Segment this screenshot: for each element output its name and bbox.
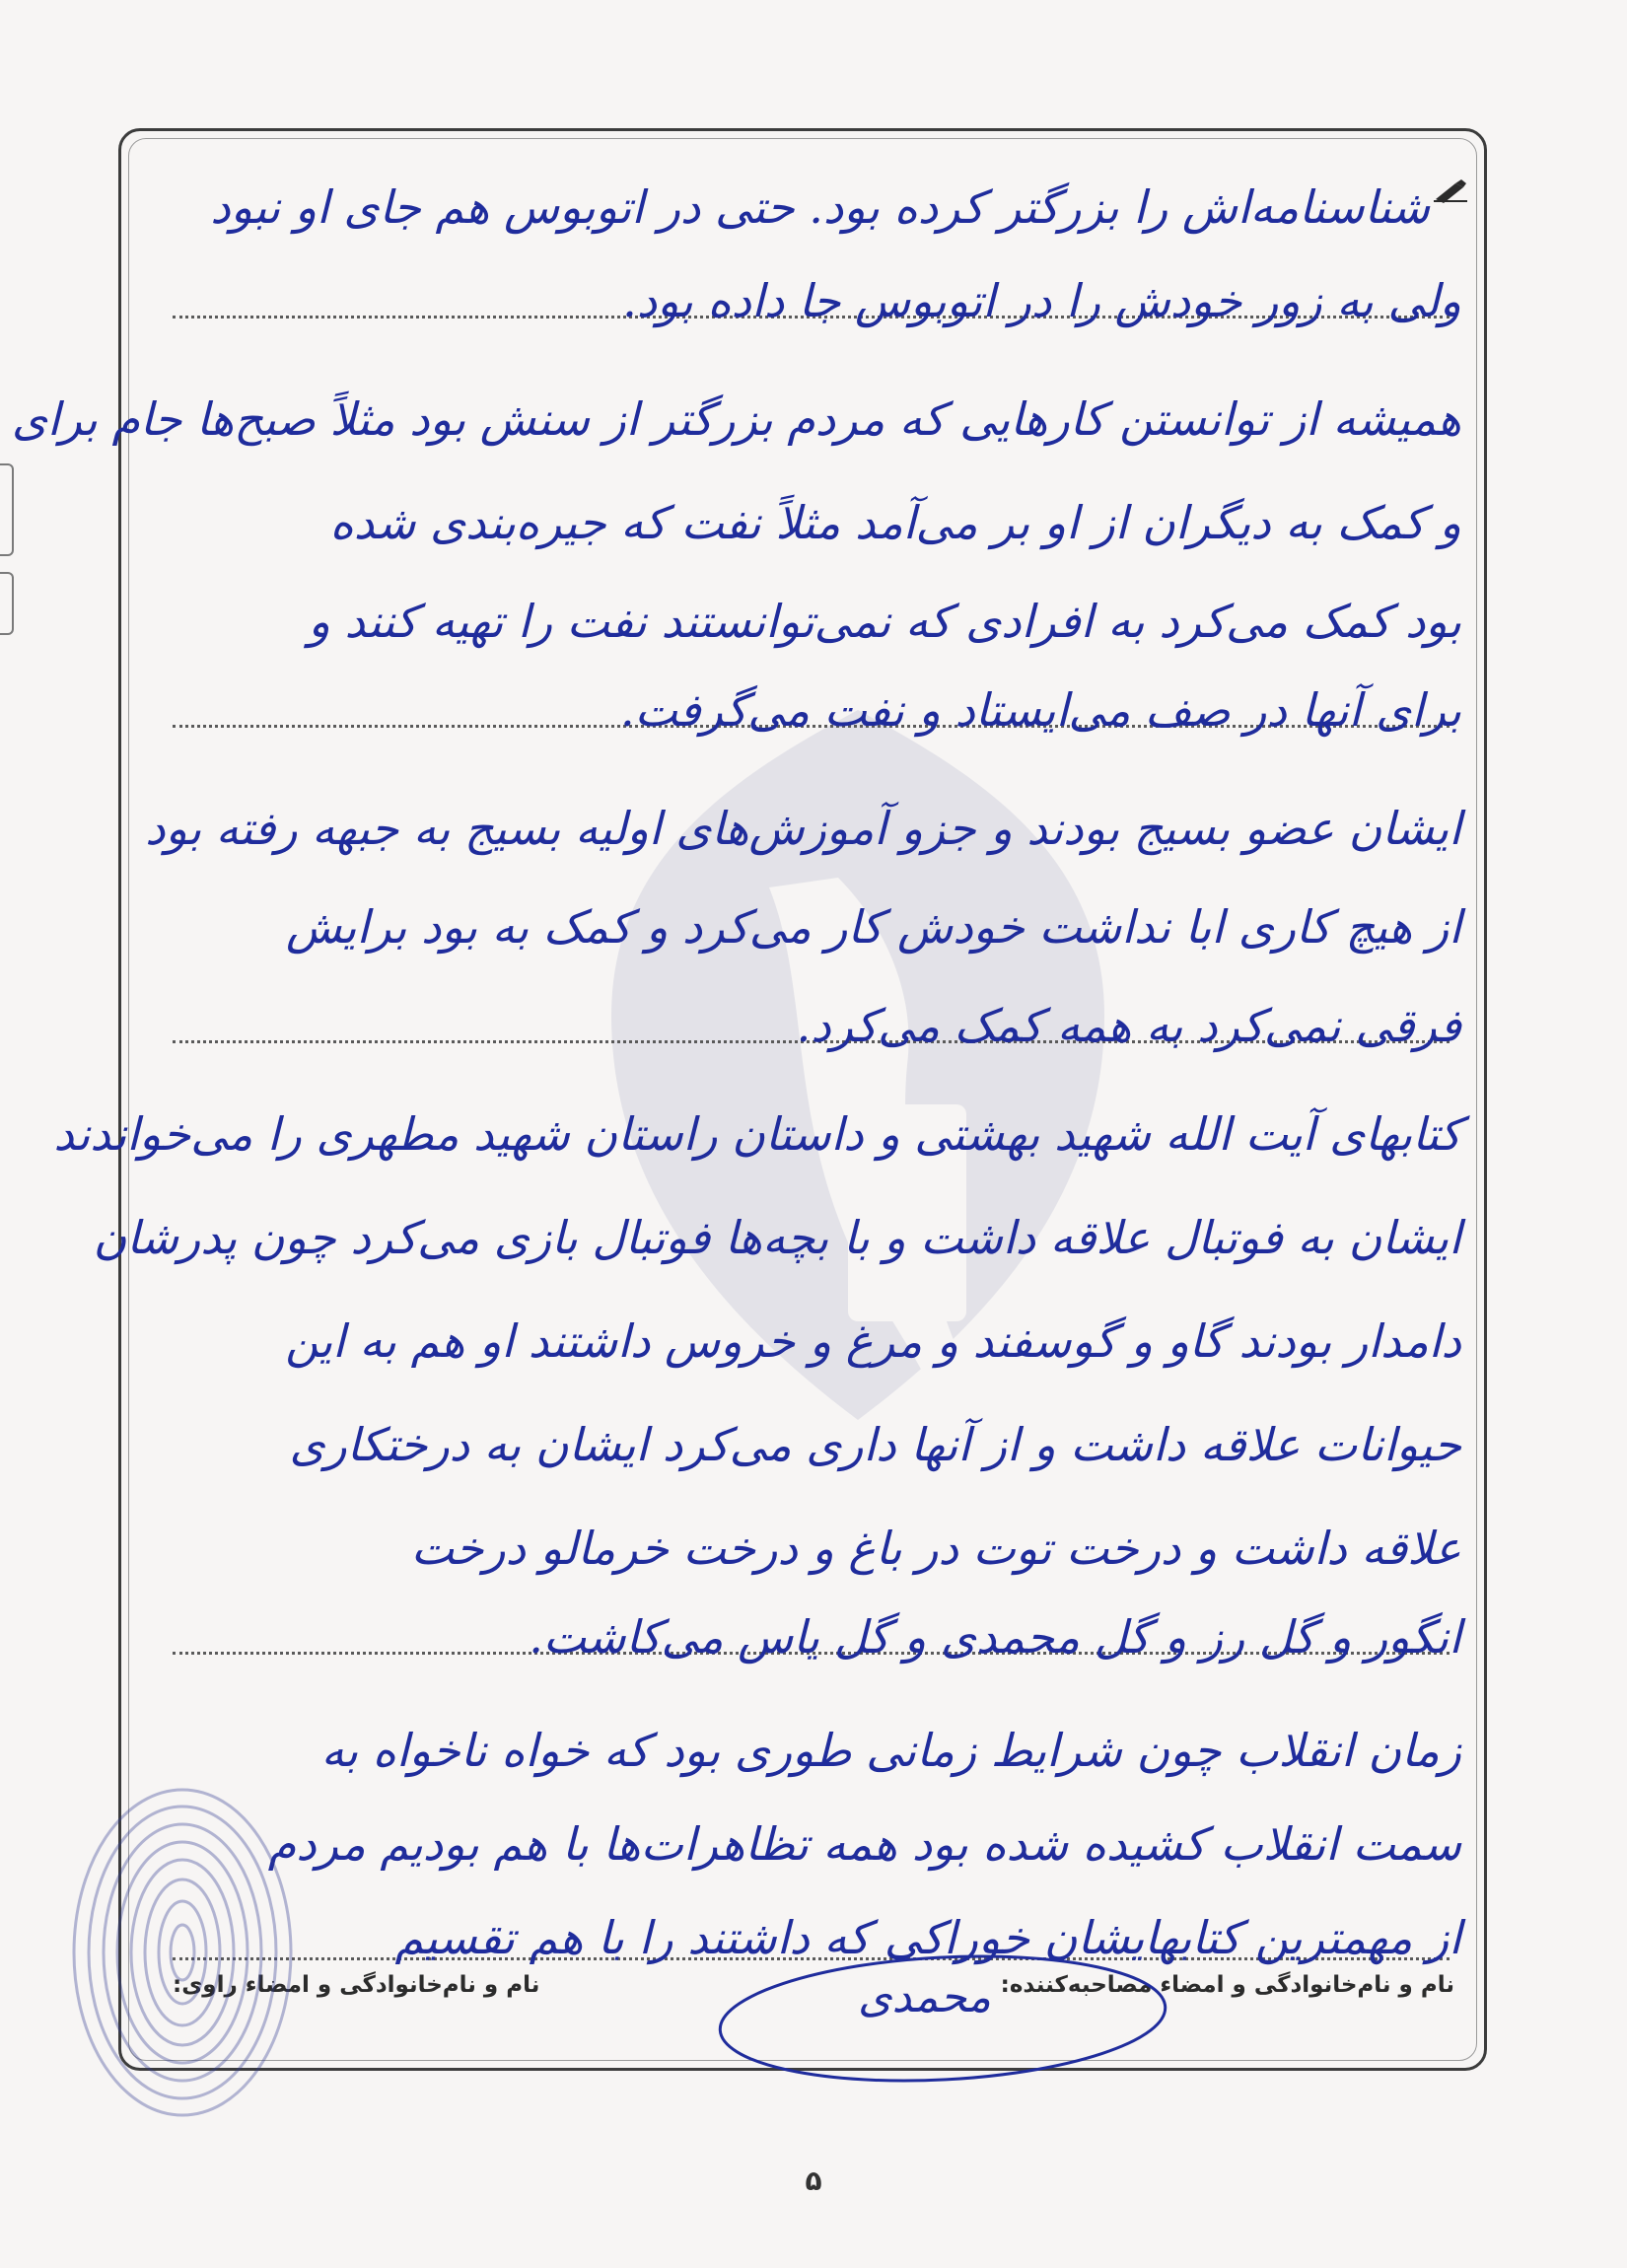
handwritten-line: همیشه از توانستن کارهایی که مردم بزرگتر از سنش بود مثلاً صبح‌ها جام برای xyxy=(11,392,1461,446)
handwritten-line: برای آنها در صف می‌ایستاد و نفت می‌گرفت. xyxy=(620,683,1461,737)
handwritten-line: بود کمک می‌کرد به افرادی که نمی‌توانستند نفت را تهیه کنند و xyxy=(308,595,1461,648)
handwritten-line: ولی به زور خودش را در اتوبوس جا داده بود. xyxy=(622,274,1461,327)
handwritten-line: فرقی نمی‌کرد به همه کمک می‌کرد. xyxy=(796,999,1461,1052)
handwritten-line: شناسنامه‌اش را بزرگتر کرده بود. حتی در اتوبوس هم جای او نبود xyxy=(210,180,1430,234)
handwritten-line: سمت انقلاب کشیده شده بود همه تظاهرات‌ها با هم بودیم مردم xyxy=(267,1817,1461,1871)
handwritten-line: کتابهای آیت الله شهید بهشتی و داستان راستان شهید مطهری را می‌خواندند xyxy=(53,1107,1461,1161)
handwritten-line: از مهمترین کتابهایشان خوراکی که داشتند را با هم تقسیم xyxy=(394,1911,1461,1964)
signature: محمدی xyxy=(858,1972,991,2022)
narrator-label: نام و نام‌خانوادگی و امضاء راوی: xyxy=(173,1972,540,1998)
handwritten-line: زمان انقلاب چون شرایط زمانی طوری بود که خواه ناخواه به xyxy=(320,1724,1461,1777)
pen-icon xyxy=(1434,177,1467,203)
handwritten-line: حیوانات علاقه داشت و از آنها داری می‌کرد ایشان به درختکاری xyxy=(289,1418,1461,1471)
thumbprint xyxy=(59,1775,306,2130)
handwritten-line: انگور و گل رز و گل محمدی و گل یاس می‌کاشت. xyxy=(529,1610,1461,1664)
handwritten-line: ایشان به فوتبال علاقه داشت و با بچه‌ها فوتبال بازی می‌کرد چون پدرشان xyxy=(93,1211,1461,1264)
handwritten-line: و کمک به دیگران از او بر می‌آمد مثلاً نفت که جیره‌بندی شده xyxy=(329,496,1461,549)
handwritten-line: علاقه داشت و درخت توت در باغ و درخت خرمالو درخت xyxy=(410,1522,1461,1575)
handwritten-line: ایشان عضو بسیج بودند و جزو آموزش‌های اولیه بسیج به جبهه رفته بود xyxy=(145,802,1461,855)
handwritten-line: از هیچ کاری ابا نداشت خودش کار می‌کرد و کمک به بود برایش xyxy=(286,900,1461,954)
interviewer-label: نام و نام‌خانوادگی و امضاء مصاحبه‌کننده: xyxy=(1000,1972,1454,1998)
handwritten-line: دامدار بودند گاو و گوسفند و مرغ و خروس داشتند او هم به این xyxy=(285,1314,1461,1368)
binding-staple xyxy=(0,463,14,556)
binding-staple xyxy=(0,572,14,635)
page-number: ۵ xyxy=(805,2164,822,2197)
